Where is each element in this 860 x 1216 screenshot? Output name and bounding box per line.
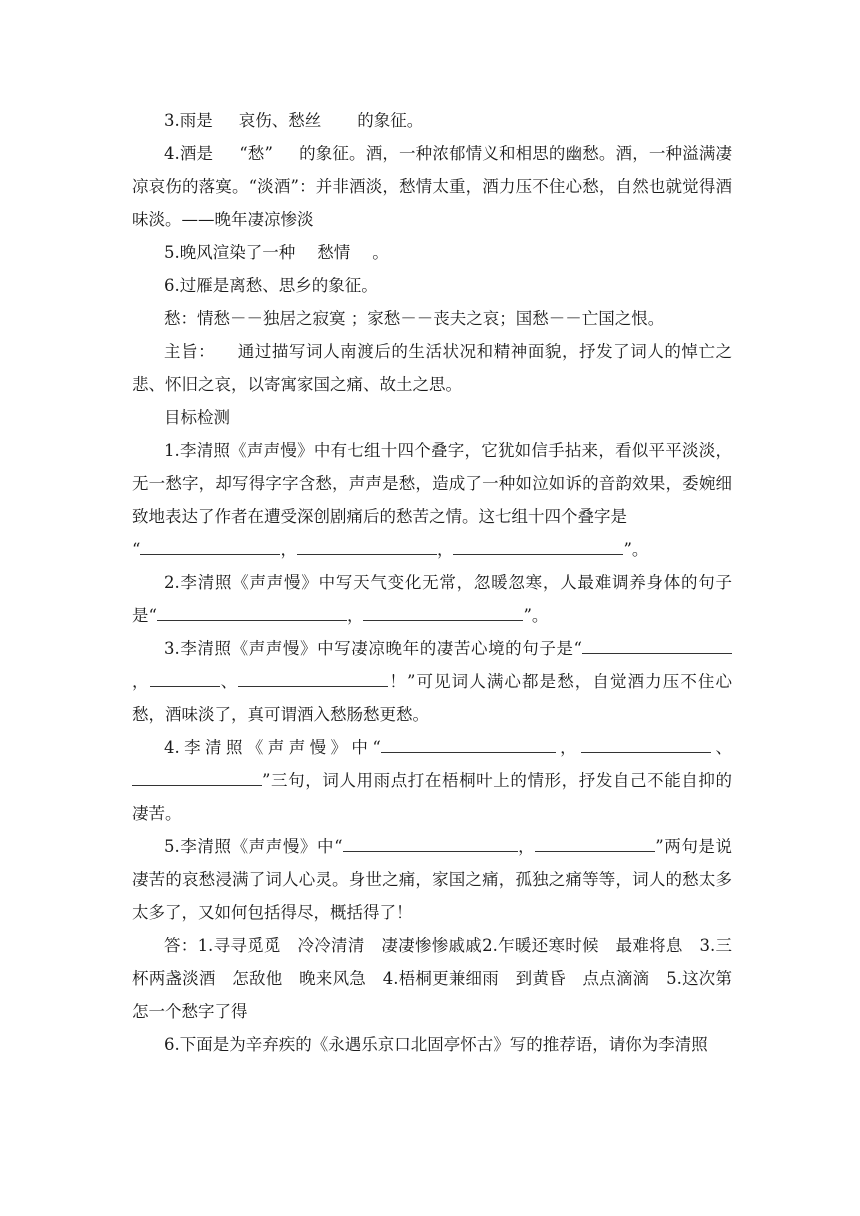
- question-1: [132, 434, 732, 566]
- answer-blank[interactable]: [381, 732, 556, 753]
- answer-blank[interactable]: [238, 666, 388, 687]
- note-wind: [132, 236, 732, 269]
- question-text: 5.李清照《声声慢》中“: [164, 837, 343, 856]
- theme-label: 主旨：: [164, 342, 216, 361]
- answer-blank[interactable]: [535, 831, 655, 852]
- question-text: 3.李清照《声声慢》中写凄凉晚年的凄苦心境的句子是“: [164, 639, 582, 658]
- answer-blank[interactable]: [581, 732, 711, 753]
- question-5: 5.李清照《声声慢》中“ ， ”两句是说凄苦的哀愁浸满了词人心灵。身世之痛，家国之痛，孤独之痛等等，词人的愁太多太多了，又如何包括得尽，概括得了！: [132, 830, 732, 929]
- theme-text: 通过描写词人南渡后的生活状况和精神面貌，抒发了词人的悼亡之悲、怀旧之哀，以寄寓家国之痛、故土之思。: [132, 342, 732, 394]
- answer-blank[interactable]: [150, 666, 220, 687]
- answer-item: 2.乍暖还寒时候 最难将息: [482, 936, 683, 955]
- note-text: 5.晚风渲染了一种: [164, 243, 296, 262]
- answer-blank[interactable]: [157, 600, 347, 621]
- question-3: 3.李清照《声声慢》中写凄凉晚年的凄苦心境的句子是“， 、 ！”可见词人满心都是愁，自觉酒力压不住心愁，酒味淡了，真可谓酒入愁肠愁更愁。: [132, 632, 732, 731]
- note-answer: “愁”: [239, 144, 273, 163]
- note-text: 3.雨是: [164, 111, 213, 130]
- question-6: 6.下面是为辛弃疾的《永遇乐京口北固亭怀古》写的推荐语，请你为李清照: [164, 1035, 708, 1054]
- note-answer: 愁情: [317, 243, 351, 262]
- question-blanks: “ ， ， ”。: [100, 533, 648, 566]
- answer-blank[interactable]: [140, 534, 280, 555]
- note-text: 。: [372, 243, 389, 262]
- question-text: 2.李清照《声声慢》中写天气变化无常，忽暖忽寒，人最难调养身体的句子是“: [132, 573, 732, 625]
- answer-item: 3.三杯两盏淡酒 怎敌他 晚来风急: [132, 936, 732, 988]
- note-goose: 6.过雁是离愁、思乡的象征。: [164, 276, 378, 295]
- question-4: 4.李清照《声声慢》中“ ， 、”三句，词人用雨点打在梧桐叶上的情形，抒发自己不能自抑的凄苦。: [132, 731, 732, 830]
- answer-blank[interactable]: [132, 765, 262, 786]
- question-2: 2.李清照《声声慢》中写天气变化无常，忽暖忽寒，人最难调养身体的句子是“ ， ”。: [132, 573, 732, 625]
- note-text: 4.酒是: [164, 144, 214, 163]
- question-text: 1.李清照《声声慢》中有七组十四个叠字，它犹如信手拈来，看似平平淡淡，无一愁字，却写得字字含愁，声声是愁，造成了一种如泣如诉的音韵效果，委婉细致地表达了作者在遭受深创剧痛后的愁苦之情。这七组十四个叠字是: [132, 441, 732, 526]
- answer-key: [132, 929, 749, 1028]
- note-answer: 哀伤、愁丝: [238, 111, 322, 130]
- note-text: 的象征。: [357, 111, 424, 130]
- note-rain: [132, 104, 732, 137]
- note-wine: [132, 137, 732, 236]
- section-title: 目标检测: [164, 408, 230, 427]
- answer-blank[interactable]: [453, 534, 623, 555]
- note-theme: [132, 335, 732, 401]
- answer-blank[interactable]: [582, 633, 732, 654]
- answer-item: 1.寻寻觅觅 冷冷清清 凄凄惨惨戚戚: [197, 936, 483, 955]
- answer-label: 答：: [164, 936, 198, 955]
- document-page: [132, 104, 749, 1061]
- answer-item: 5.这次第 怎一个愁字了得: [132, 969, 749, 1021]
- answer-blank[interactable]: [363, 600, 523, 621]
- answer-blank[interactable]: [297, 534, 437, 555]
- answer-item: 4.梧桐更兼细雨 到黄昏 点点滴滴: [382, 969, 650, 988]
- note-text: 的象征。酒，一种浓郁情义和相思的幽愁。酒，一种溢满凄凉哀伤的落寞。“淡酒”：并非酒淡，愁情太重，酒力压不住心愁，自然也就觉得酒味淡。——晚年凄凉惨淡: [132, 144, 732, 229]
- answer-blank[interactable]: [343, 831, 518, 852]
- question-text: 4.李清照《声声慢》中“: [164, 738, 381, 757]
- note-chou: 愁：情愁－－独居之寂寞 ；家愁－－丧夫之哀；国愁－－亡国之恨。: [164, 309, 665, 328]
